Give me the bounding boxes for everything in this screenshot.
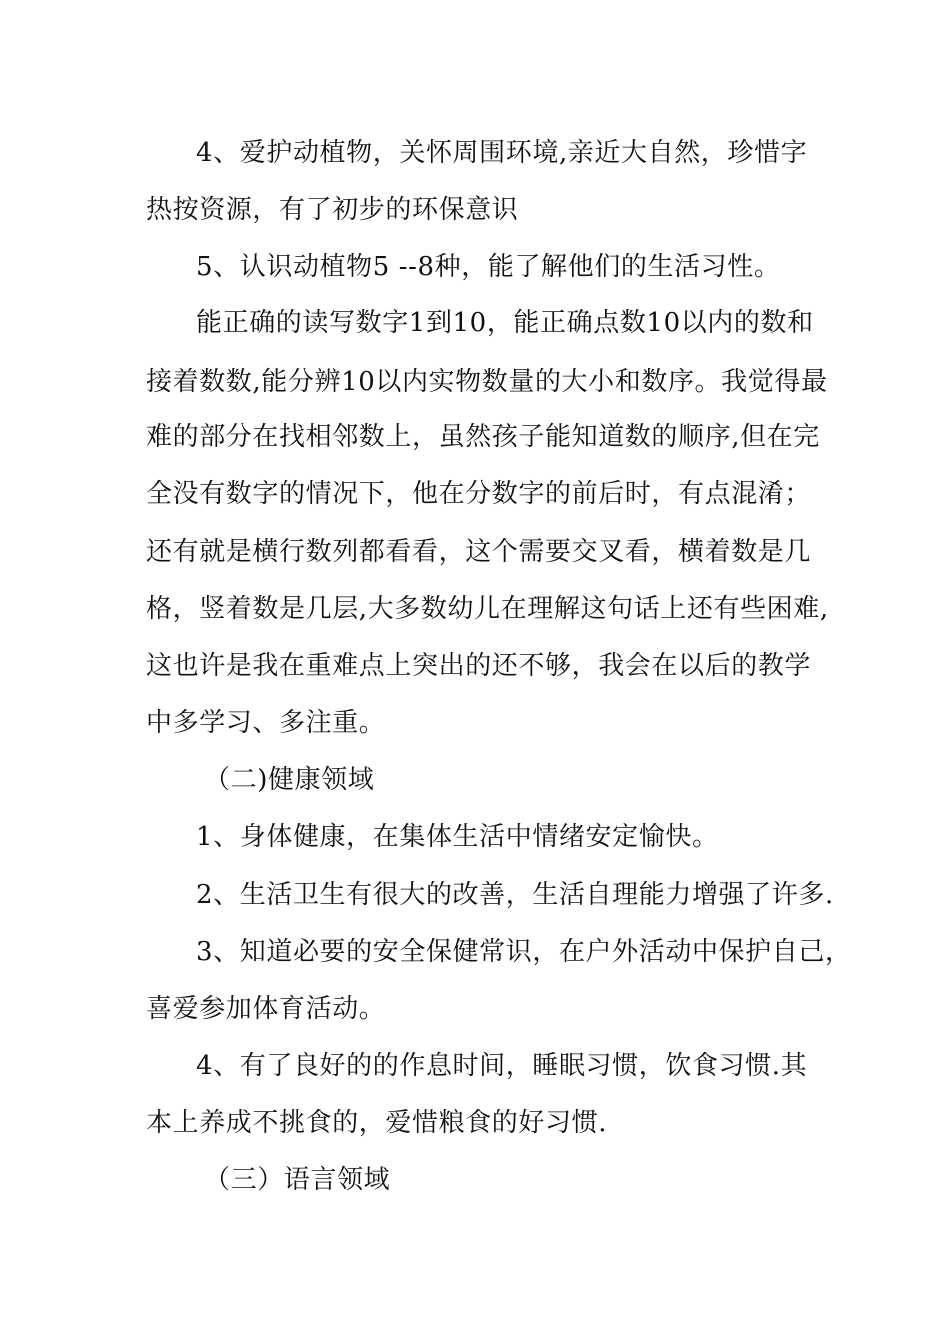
section-heading: （三）语言领域 — [204, 1165, 391, 1195]
paragraph-line: 4、有了良好的的作息时间，睡眠习惯，饮食习惯.其 — [196, 1051, 808, 1081]
paragraph-line: 接着数数,能分辨10以内实物数量的大小和数序。我觉得最 — [146, 367, 828, 397]
paragraph-line: 这也许是我在重难点上突出的还不够，我会在以后的教学 — [146, 651, 812, 681]
paragraph-line: 4、爱护动植物，关怀周围环境,亲近大自然，珍惜字 — [196, 138, 808, 168]
paragraph-line: 喜爱参加体育活动。 — [146, 994, 386, 1024]
paragraph-line: 本上养成不挑食的，爱惜粮食的好习惯. — [146, 1108, 608, 1138]
paragraph-line: 1、身体健康，在集体生活中情绪安定愉快。 — [196, 822, 719, 852]
paragraph-line: 5、认识动植物5 --8种，能了解他们的生活习性。 — [196, 252, 781, 282]
paragraph-line: 全没有数字的情况下，他在分数字的前后时，有点混淆； — [146, 479, 812, 509]
paragraph-line: 热按资源，有了初步的环保意识 — [146, 195, 519, 225]
section-heading: （二)健康领域 — [204, 765, 375, 795]
paragraph-line: 能正确的读写数字1到10，能正确点数10以内的数和 — [196, 308, 814, 338]
paragraph-line: 格，竖着数是几层,大多数幼儿在理解这句话上还有些困难, — [146, 594, 829, 624]
paragraph-line: 2、生活卫生有很大的改善，生活自理能力增强了许多. — [196, 880, 834, 910]
paragraph-line: 中多学习、多注重。 — [146, 708, 386, 738]
paragraph-line: 难的部分在找相邻数上，虽然孩子能知道数的顺序,但在完 — [146, 422, 820, 452]
paragraph-line: 3、知道必要的安全保健常识，在户外活动中保护自己， — [196, 937, 852, 967]
paragraph-line: 还有就是横行数列都看看，这个需要交叉看，横着数是几 — [146, 537, 812, 567]
